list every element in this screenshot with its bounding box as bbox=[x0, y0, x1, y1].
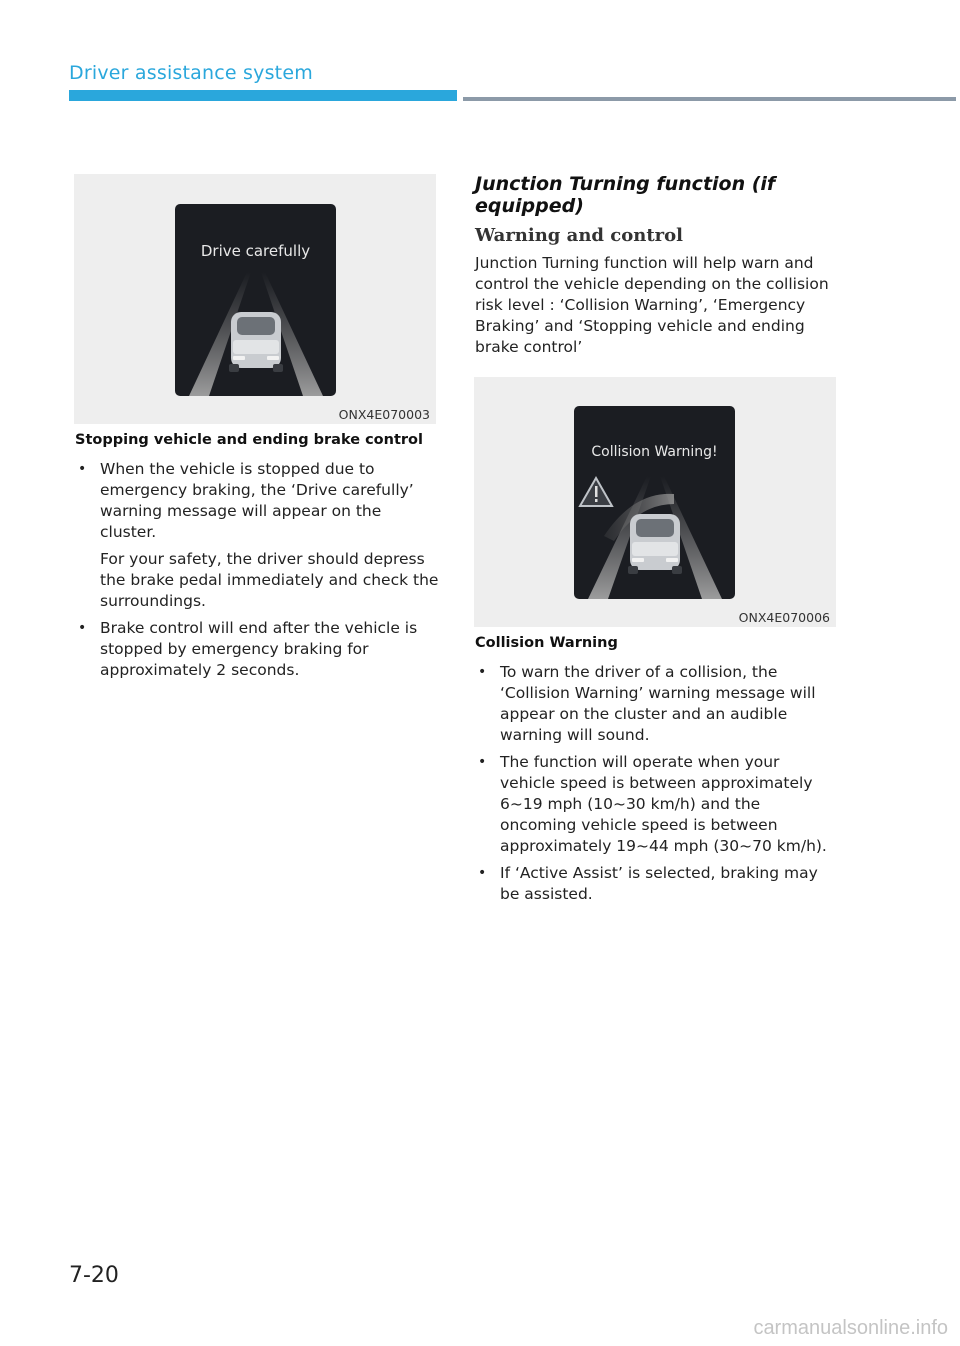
cluster-screen bbox=[574, 406, 735, 599]
car-icon bbox=[628, 514, 682, 574]
heading-stopping-vehicle: Stopping vehicle and ending brake control bbox=[75, 432, 423, 448]
bullet-text: When the vehicle is stopped due to emergency braking, the ‘Drive carefully’ warning message will appear on the cluster. bbox=[100, 460, 414, 541]
car-lane-illustration bbox=[175, 204, 336, 396]
list-item: • The function will operate when your vehicle speed is between approximately 6~19 mph (10~30 km/h) and the oncoming vehicle speed is between approximately 19~44 mph (30~70 km/h). bbox=[475, 752, 837, 857]
list-item bbox=[75, 618, 440, 681]
car-lane-illustration bbox=[574, 406, 735, 599]
figure-drive-carefully bbox=[74, 174, 436, 424]
cluster-screen bbox=[175, 204, 336, 396]
page-number: 7-20 bbox=[69, 1263, 119, 1288]
section-header-title: Driver assistance system bbox=[69, 62, 313, 84]
cluster-message: Drive carefully bbox=[200, 242, 311, 260]
subheading-warning-control: Warning and control bbox=[475, 225, 683, 246]
list-item: • To warn the driver of a collision, the ‘Collision Warning’ warning message will appear on the cluster and an audible warning will sound. bbox=[475, 662, 837, 746]
heading-collision-warning: Collision Warning bbox=[475, 635, 618, 651]
right-bullet-list bbox=[475, 662, 837, 911]
list-item: • If ‘Active Assist’ is selected, braking may be assisted. bbox=[475, 863, 837, 905]
figure-collision-warning bbox=[474, 377, 836, 627]
watermark: carmanualsonline.info bbox=[753, 1317, 948, 1339]
warning-triangle-icon bbox=[580, 478, 612, 506]
header-rule-accent bbox=[69, 90, 457, 101]
left-bullet-list bbox=[75, 459, 440, 687]
list-item bbox=[75, 459, 440, 612]
section-title: Junction Turning function (if equipped) bbox=[475, 173, 776, 217]
car-icon bbox=[229, 312, 283, 372]
figure-code: ONX4E070006 bbox=[738, 610, 830, 625]
bullet-text: Brake control will end after the vehicle is stopped by emergency braking for approximately 2 seconds. bbox=[100, 619, 418, 679]
figure-code: ONX4E070003 bbox=[338, 407, 430, 422]
bullet-sub-paragraph: For your safety, the driver should depress the brake pedal immediately and check the surroundings. bbox=[100, 550, 439, 610]
intro-paragraph: Junction Turning function will help warn and control the vehicle depending on the collision risk level : ‘Collision Warning’, ‘Emergency Braking’ and ‘Stopping vehicle and ending brake control’ bbox=[475, 254, 829, 356]
cluster-message: Collision Warning! bbox=[591, 444, 718, 460]
header-rule-gray bbox=[463, 97, 956, 101]
